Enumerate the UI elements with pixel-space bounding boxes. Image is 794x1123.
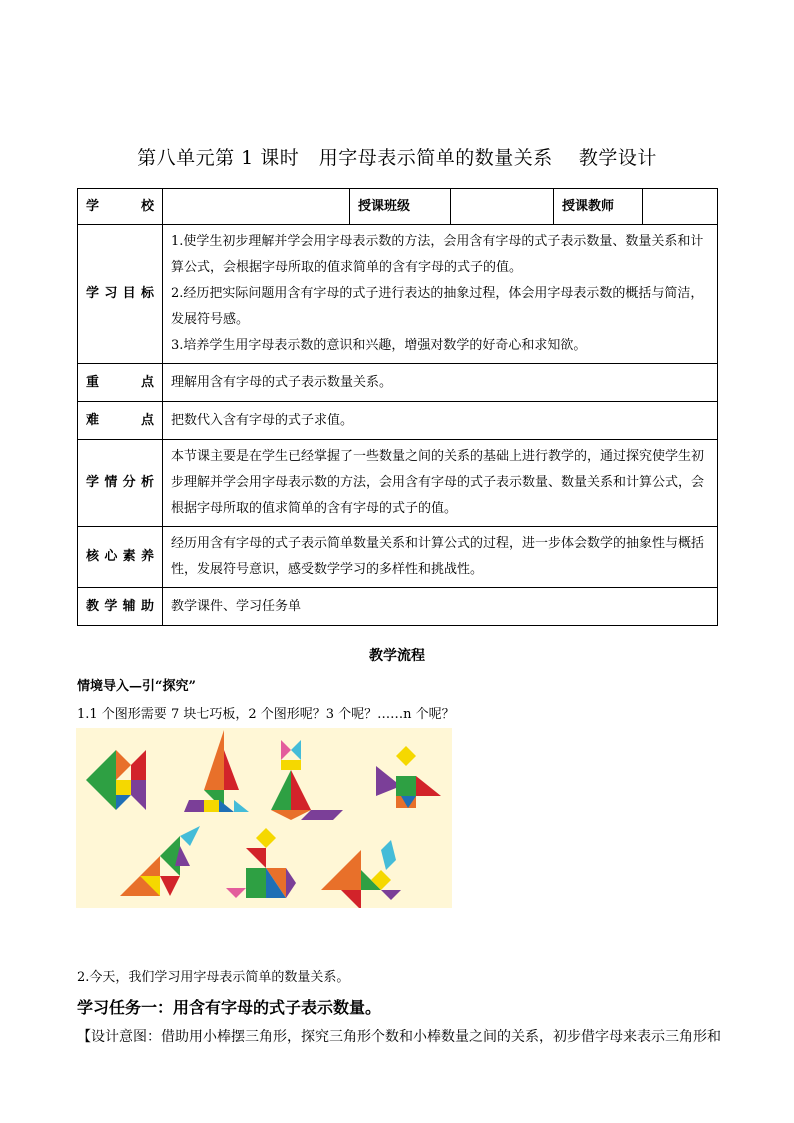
objectives-label: 学习目标 [78, 225, 163, 364]
literacy-label: 核心素养 [78, 527, 163, 588]
school-label: 学 校 [78, 189, 163, 225]
tangram-figures-image [76, 728, 452, 908]
tangram-boat [184, 730, 249, 812]
objective-item: 3.培养学生用字母表示数的意识和兴趣，增强对数学的好奇心和求知欲。 [171, 338, 587, 353]
aids-label: 教学辅助 [78, 588, 163, 626]
design-intent: 【设计意图：借助用小棒摆三角形，探究三角形个数和小棒数量之间的关系，初步借字母来表示三角形和 [77, 1029, 721, 1045]
analysis-label: 学情分析 [78, 440, 163, 527]
task-1-heading: 学习任务一：用含有字母的式子表示数量。 [77, 998, 382, 1017]
difficulty-label: 难 点 [78, 402, 163, 440]
class-label: 授课班级 [350, 189, 451, 225]
aids-value: 教学课件、学习任务单 [163, 588, 718, 626]
school-value [163, 189, 350, 225]
class-value [451, 189, 554, 225]
key-label: 重 点 [78, 364, 163, 402]
tangram-bird [376, 746, 441, 808]
tangram-rabbit [321, 840, 401, 908]
flow-title: 教学流程 [369, 648, 425, 664]
lesson-info-table [77, 188, 718, 626]
page-title: 第八单元第 1 课时 用字母表示简单的数量关系 教学设计 [137, 147, 657, 169]
tangram-duck [226, 828, 296, 898]
key-value: 理解用含有字母的式子表示数量关系。 [163, 364, 718, 402]
intro-heading: 情境导入—引“探究” [77, 679, 196, 694]
tangram-swan [120, 826, 200, 896]
teacher-value [643, 189, 718, 225]
difficulty-value: 把数代入含有字母的式子求值。 [163, 402, 718, 440]
question-2: 2.今天，我们学习用字母表示简单的数量关系。 [77, 970, 350, 985]
objectives-cell [163, 225, 718, 364]
teacher-label: 授课教师 [554, 189, 643, 225]
analysis-value: 本节课主要是在学生已经掌握了一些数量之间的关系的基础上进行教学的，通过探究使学生初步理解并学会用字母表示数的方法，会用含有字母的式子表示数量、数量关系和计算公式，会根据字母所取的值求简单的含有字母的式子的值。 [163, 440, 718, 527]
question-1: 1.1 个图形需要 7 块七巧板，2 个图形呢？3 个呢？……n 个呢？ [77, 707, 455, 722]
tangram-cat [271, 740, 343, 820]
objective-item: 2.经历把实际问题用含有字母的式子进行表达的抽象过程，体会用字母表示数的概括与简洁，发展符号感。 [171, 286, 704, 327]
objective-item: 1.使学生初步理解并学会用字母表示数的方法，会用含有字母的式子表示数量、数量关系和计算公式，会根据字母所取的值求简单的含有字母的式子的值。 [171, 234, 704, 275]
literacy-value: 经历用含有字母的式子表示简单数量关系和计算公式的过程，进一步体会数学的抽象性与概括性，发展符号意识，感受数学学习的多样性和挑战性。 [163, 527, 718, 588]
tangram-fish [86, 750, 146, 810]
